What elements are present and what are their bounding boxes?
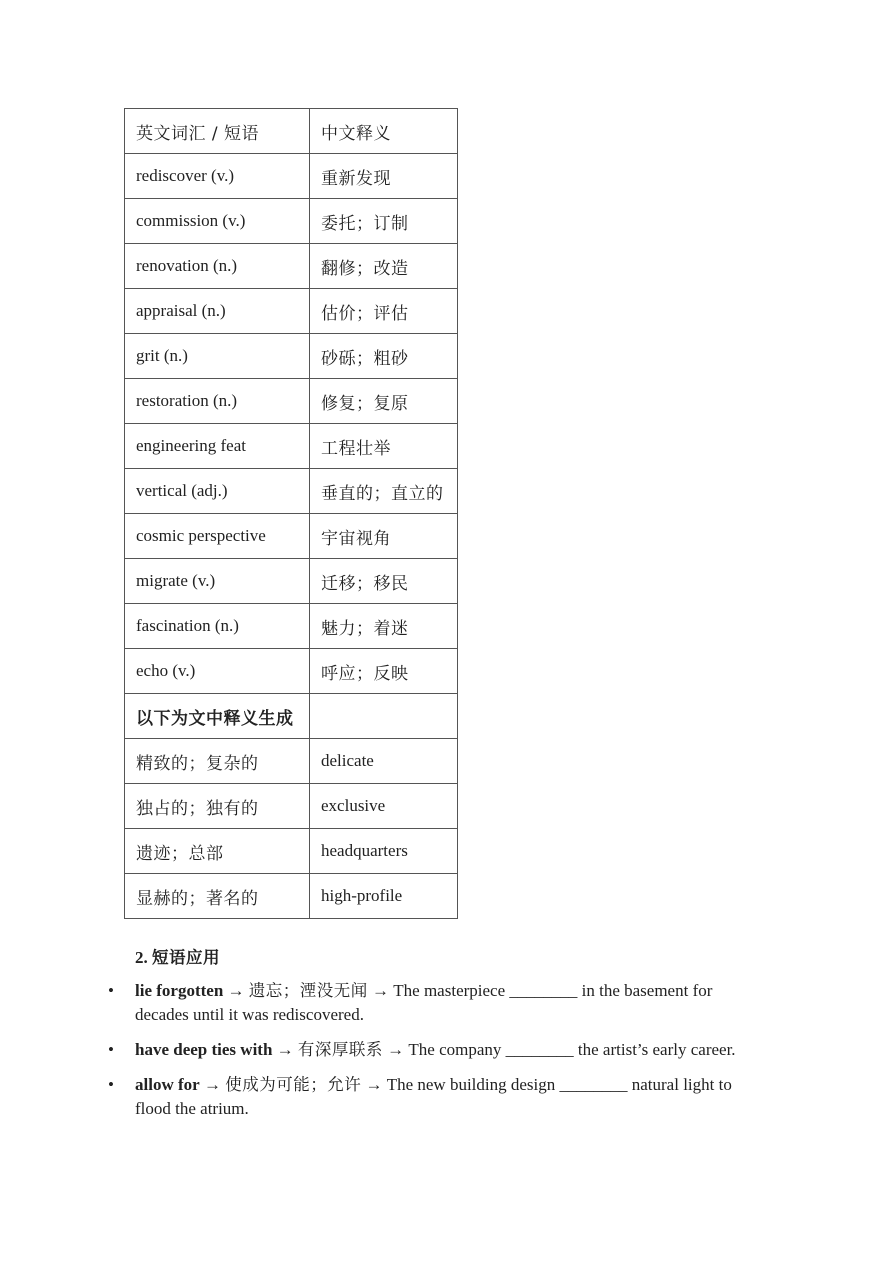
arrow-icon: → xyxy=(203,1075,221,1094)
english-term: grit (n.) xyxy=(125,334,310,379)
table-row xyxy=(125,514,458,559)
english-term: exclusive xyxy=(310,784,458,829)
english-term: engineering feat xyxy=(125,424,310,469)
english-term: high-profile xyxy=(310,874,458,919)
chinese-meaning: 砂砾；粗砂 xyxy=(310,334,458,379)
table-row xyxy=(125,199,458,244)
table-row xyxy=(125,289,458,334)
chinese-meaning: 遗迹；总部 xyxy=(125,829,310,874)
phrase-meaning: 有深厚联系 xyxy=(297,1040,383,1059)
phrase-term: lie forgotten xyxy=(135,981,224,1000)
example-sentence: → The masterpiece ________ in the basement for decades until it was rediscovered. xyxy=(135,981,713,1024)
chinese-meaning: 魅力；着迷 xyxy=(310,604,458,649)
chinese-meaning: 独占的；独有的 xyxy=(125,784,310,829)
section-number: 2. xyxy=(135,948,148,967)
phrase-list xyxy=(108,979,768,1132)
english-term: fascination (n.) xyxy=(125,604,310,649)
table-row xyxy=(125,784,458,829)
table-row xyxy=(125,874,458,919)
table-row xyxy=(125,829,458,874)
section-heading xyxy=(135,944,220,968)
vocab-table xyxy=(124,108,458,919)
phrase-meaning: 遗忘；湮没无闻 xyxy=(248,981,368,1000)
table-row xyxy=(125,559,458,604)
section-title: 短语应用 xyxy=(152,948,220,967)
example-sentence: → The new building design ________ natural light to flood the atrium. xyxy=(135,1075,732,1118)
english-term: appraisal (n.) xyxy=(125,289,310,334)
list-item xyxy=(108,1073,768,1121)
bullet-icon: • xyxy=(108,981,114,1000)
chinese-meaning: 显赫的；著名的 xyxy=(125,874,310,919)
table-row xyxy=(125,424,458,469)
header-english: 英文词汇 / 短语 xyxy=(125,109,310,154)
table-row xyxy=(125,154,458,199)
table-row xyxy=(125,379,458,424)
phrase-meaning: 使成为可能；允许 xyxy=(225,1075,362,1094)
table-row xyxy=(125,604,458,649)
english-term: cosmic perspective xyxy=(125,514,310,559)
arrow-icon: → xyxy=(276,1040,294,1059)
example-sentence: → The company ________ the artist’s early career. xyxy=(387,1040,736,1059)
english-term: restoration (n.) xyxy=(125,379,310,424)
table-row xyxy=(125,469,458,514)
chinese-meaning: 呼应；反映 xyxy=(310,649,458,694)
list-item xyxy=(108,979,768,1027)
chinese-meaning: 工程壮举 xyxy=(310,424,458,469)
chinese-meaning: 翻修；改造 xyxy=(310,244,458,289)
chinese-meaning: 估价；评估 xyxy=(310,289,458,334)
empty-cell xyxy=(310,694,458,739)
english-term: vertical (adj.) xyxy=(125,469,310,514)
table-row xyxy=(125,649,458,694)
english-term: commission (v.) xyxy=(125,199,310,244)
table-header-row xyxy=(125,109,458,154)
english-term: delicate xyxy=(310,739,458,784)
english-term: rediscover (v.) xyxy=(125,154,310,199)
chinese-meaning: 迁移；移民 xyxy=(310,559,458,604)
bullet-icon: • xyxy=(108,1040,114,1059)
phrase-term: allow for xyxy=(135,1075,200,1094)
chinese-meaning: 委托；订制 xyxy=(310,199,458,244)
table-subheader: 以下为文中释义生成 xyxy=(125,694,310,739)
english-term: migrate (v.) xyxy=(125,559,310,604)
table-subheader-row xyxy=(125,694,458,739)
bullet-icon: • xyxy=(108,1075,114,1094)
table-row xyxy=(125,739,458,784)
chinese-meaning: 重新发现 xyxy=(310,154,458,199)
chinese-meaning: 宇宙视角 xyxy=(310,514,458,559)
table-row xyxy=(125,334,458,379)
english-term: renovation (n.) xyxy=(125,244,310,289)
chinese-meaning: 精致的；复杂的 xyxy=(125,739,310,784)
list-item xyxy=(108,1038,768,1062)
english-term: echo (v.) xyxy=(125,649,310,694)
arrow-icon: → xyxy=(227,981,245,1000)
chinese-meaning: 修复；复原 xyxy=(310,379,458,424)
english-term: headquarters xyxy=(310,829,458,874)
table-row xyxy=(125,244,458,289)
chinese-meaning: 垂直的；直立的 xyxy=(310,469,458,514)
header-chinese: 中文释义 xyxy=(310,109,458,154)
phrase-term: have deep ties with xyxy=(135,1040,273,1059)
